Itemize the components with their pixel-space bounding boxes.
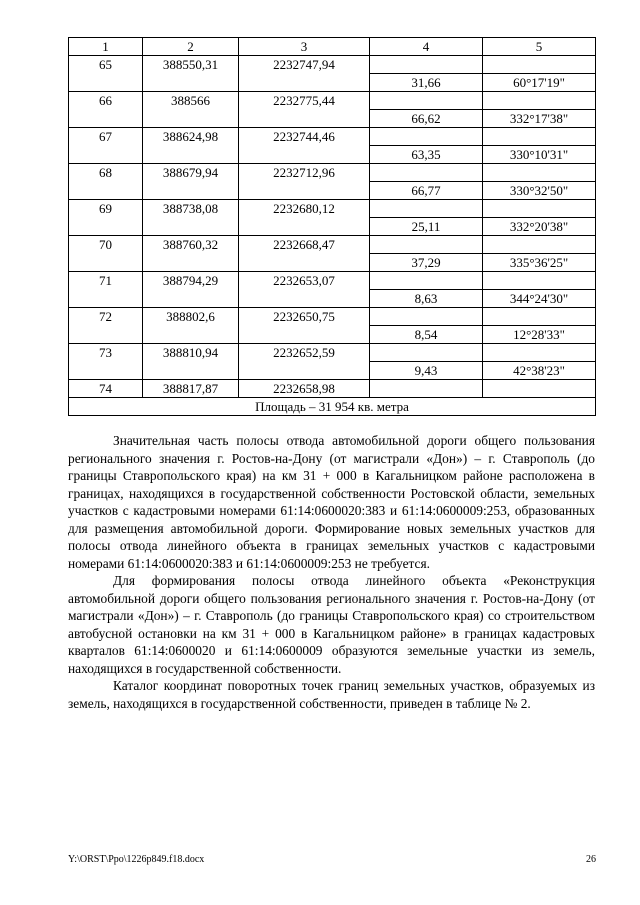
empty-cell [239, 110, 370, 128]
y-coordinate-cell: 2232658,98 [239, 380, 370, 398]
x-coordinate-cell: 388810,94 [143, 344, 239, 362]
segment-length-cell: 37,29 [370, 254, 483, 272]
x-coordinate-cell: 388624,98 [143, 128, 239, 146]
segment-row [69, 182, 596, 200]
area-total-cell: Площадь – 31 954 кв. метра [69, 398, 596, 416]
empty-cell [239, 74, 370, 92]
length-cell [370, 308, 483, 326]
direction-angle-cell: 330°32'50" [483, 182, 596, 200]
x-coordinate-cell: 388794,29 [143, 272, 239, 290]
vertex-row [69, 92, 596, 110]
length-cell [370, 164, 483, 182]
length-cell [370, 236, 483, 254]
paragraph: Для формирования полосы отвода линейного объекта «Реконструкция автомобильной дороги общего пользования регионального значения г. Ростов-на-Дону (от магистрали «Дон») – г. Ставрополь (до границы Ставропольского края) со строительством автобусной остановки на км 31 + 000 в Кагальницком районе» в границах кадастровых кварталов 61:14:0600020 и 61:14:0600009 образуются земельные участки из земель, находящихся в государственной собственности. [68, 573, 595, 676]
segment-length-cell: 66,77 [370, 182, 483, 200]
length-cell [370, 272, 483, 290]
paragraph: Значительная часть полосы отвода автомобильной дороги общего пользования регионального значения г. Ростов-на-Дону (от магистрали «Дон») – г. Ставрополь (до границы Ставропольского края) на км 31 + 000 в Кагальницком районе расположена в границах, находящихся в государственной собственности Ростовской области, земельных участков с кадастровыми номерами 61:14:0600020:383 и 61:14:0600009:253, образованных для размещения автомобильной дороги. Формирование новых земельных участков для полосы отвода линейного объекта в границах земельных участков с кадастровыми номерами 61:14:0600020:383 и 61:14:0600009:253 не требуется. [68, 433, 595, 571]
vertex-row [69, 344, 596, 362]
angle-cell [483, 164, 596, 182]
vertex-row [69, 164, 596, 182]
segment-row [69, 146, 596, 164]
segment-length-cell: 25,11 [370, 218, 483, 236]
vertex-row [69, 308, 596, 326]
empty-cell [239, 326, 370, 344]
angle-cell [483, 344, 596, 362]
angle-cell [483, 56, 596, 74]
empty-cell [239, 254, 370, 272]
point-number-cell: 65 [69, 56, 143, 74]
empty-cell [239, 218, 370, 236]
y-coordinate-cell: 2232775,44 [239, 92, 370, 110]
point-number-cell: 66 [69, 92, 143, 110]
point-number-cell: 74 [69, 380, 143, 398]
segment-length-cell: 8,63 [370, 290, 483, 308]
direction-angle-cell: 335°36'25" [483, 254, 596, 272]
point-number-cell: 71 [69, 272, 143, 290]
direction-angle-cell: 330°10'31" [483, 146, 596, 164]
vertex-row [69, 200, 596, 218]
empty-cell [69, 110, 143, 128]
empty-cell [143, 362, 239, 380]
segment-length-cell: 8,54 [370, 326, 483, 344]
empty-cell [239, 362, 370, 380]
area-row [69, 398, 596, 416]
y-coordinate-cell: 2232653,07 [239, 272, 370, 290]
y-coordinate-cell: 2232652,59 [239, 344, 370, 362]
page-number: 26 [586, 854, 596, 865]
vertex-row [69, 380, 596, 398]
empty-cell [239, 182, 370, 200]
empty-cell [143, 218, 239, 236]
y-coordinate-cell: 2232650,75 [239, 308, 370, 326]
segment-length-cell: 31,66 [370, 74, 483, 92]
point-number-cell: 72 [69, 308, 143, 326]
length-cell [370, 128, 483, 146]
direction-angle-cell: 60°17'19" [483, 74, 596, 92]
y-coordinate-cell: 2232747,94 [239, 56, 370, 74]
vertex-row [69, 56, 596, 74]
x-coordinate-cell: 388817,87 [143, 380, 239, 398]
y-coordinate-cell: 2232712,96 [239, 164, 370, 182]
point-number-cell: 70 [69, 236, 143, 254]
direction-angle-cell: 332°20'38" [483, 218, 596, 236]
angle-cell [483, 128, 596, 146]
segment-length-cell: 63,35 [370, 146, 483, 164]
angle-cell [483, 92, 596, 110]
length-cell [370, 380, 483, 398]
x-coordinate-cell: 388679,94 [143, 164, 239, 182]
point-number-cell: 68 [69, 164, 143, 182]
angle-cell [483, 308, 596, 326]
length-cell [370, 344, 483, 362]
paragraph: Каталог координат поворотных точек границ земельных участков, образуемых из земель, находящихся в государственной собственности, приведен в таблице № 2. [68, 678, 595, 711]
body-text [68, 432, 595, 712]
y-coordinate-cell: 2232744,46 [239, 128, 370, 146]
empty-cell [69, 146, 143, 164]
empty-cell [143, 110, 239, 128]
vertex-row [69, 128, 596, 146]
angle-cell [483, 272, 596, 290]
header-cell: 5 [483, 38, 596, 56]
segment-row [69, 218, 596, 236]
segment-row [69, 326, 596, 344]
empty-cell [143, 326, 239, 344]
empty-cell [239, 146, 370, 164]
x-coordinate-cell: 388760,32 [143, 236, 239, 254]
coordinates-table-body [69, 38, 596, 416]
angle-cell [483, 236, 596, 254]
header-cell: 3 [239, 38, 370, 56]
point-number-cell: 67 [69, 128, 143, 146]
header-cell: 1 [69, 38, 143, 56]
empty-cell [69, 326, 143, 344]
direction-angle-cell: 12°28'33" [483, 326, 596, 344]
vertex-row [69, 236, 596, 254]
length-cell [370, 200, 483, 218]
point-number-cell: 73 [69, 344, 143, 362]
empty-cell [143, 74, 239, 92]
length-cell [370, 56, 483, 74]
direction-angle-cell: 332°17'38" [483, 110, 596, 128]
length-cell [370, 92, 483, 110]
empty-cell [69, 290, 143, 308]
segment-row [69, 362, 596, 380]
segment-row [69, 110, 596, 128]
empty-cell [69, 74, 143, 92]
segment-length-cell: 9,43 [370, 362, 483, 380]
empty-cell [69, 182, 143, 200]
x-coordinate-cell: 388566 [143, 92, 239, 110]
table-header-row [69, 38, 596, 56]
empty-cell [69, 218, 143, 236]
empty-cell [143, 254, 239, 272]
header-cell: 4 [370, 38, 483, 56]
empty-cell [69, 254, 143, 272]
segment-row [69, 74, 596, 92]
empty-cell [239, 290, 370, 308]
segment-row [69, 254, 596, 272]
empty-cell [143, 146, 239, 164]
direction-angle-cell: 42°38'23" [483, 362, 596, 380]
vertex-row [69, 272, 596, 290]
empty-cell [143, 290, 239, 308]
y-coordinate-cell: 2232668,47 [239, 236, 370, 254]
header-cell: 2 [143, 38, 239, 56]
y-coordinate-cell: 2232680,12 [239, 200, 370, 218]
empty-cell [143, 182, 239, 200]
angle-cell [483, 380, 596, 398]
x-coordinate-cell: 388550,31 [143, 56, 239, 74]
x-coordinate-cell: 388738,08 [143, 200, 239, 218]
point-number-cell: 69 [69, 200, 143, 218]
angle-cell [483, 200, 596, 218]
x-coordinate-cell: 388802,6 [143, 308, 239, 326]
coordinates-table [68, 37, 596, 416]
direction-angle-cell: 344°24'30" [483, 290, 596, 308]
empty-cell [69, 362, 143, 380]
footer-file-path: Y:\ORST\Ppo\1226p849.f18.docx [68, 854, 205, 865]
segment-row [69, 290, 596, 308]
segment-length-cell: 66,62 [370, 110, 483, 128]
